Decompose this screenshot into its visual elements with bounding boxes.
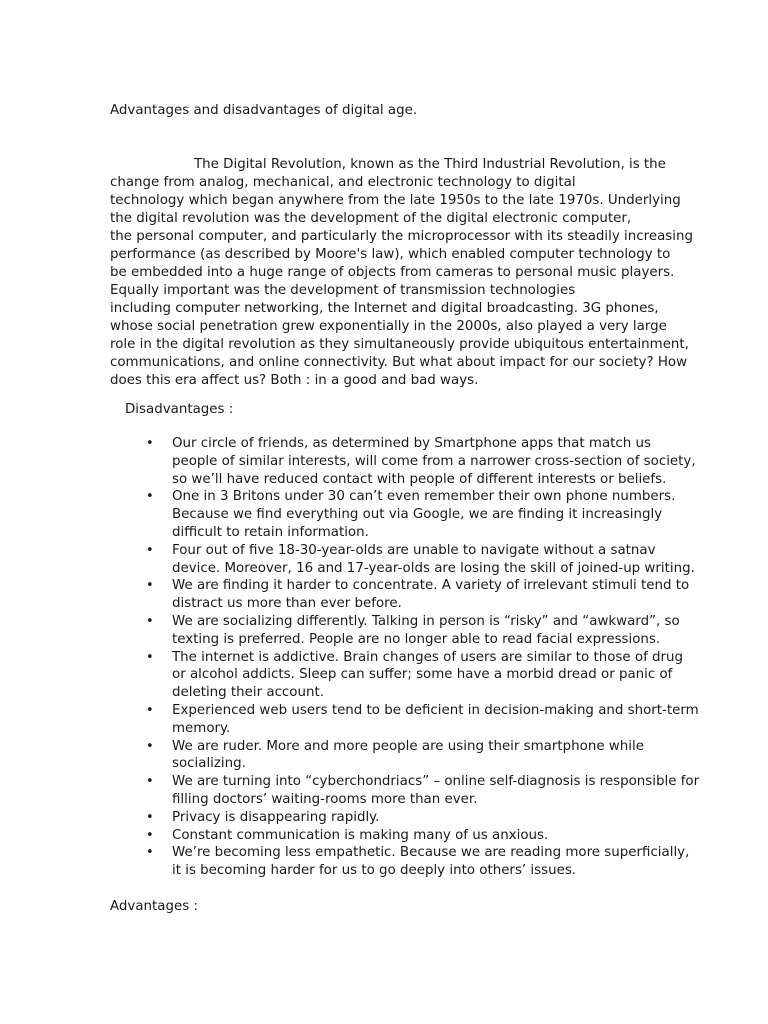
list-item-text: The internet is addictive. Brain changes of users are similar to those of drug [172, 649, 684, 665]
list-item-text: Experienced web users tend to be deficient in decision-making and short-term [172, 702, 699, 718]
intro-line: whose social penetration grew exponentially in the 2000s, also played a very large [110, 319, 667, 334]
bullet-icon: • [146, 578, 154, 594]
bullet-icon: • [146, 845, 154, 861]
intro-line: communications, and online connectivity. But what about impact for our society? How [110, 355, 688, 370]
intro-line: role in the digital revolution as they simultaneously provide ubiquitous entertainment, [110, 337, 689, 352]
intro-line: technology which began anywhere from the late 1950s to the late 1970s. Underlying [110, 193, 681, 208]
bullet-icon: • [146, 774, 154, 790]
bullet-icon: • [146, 436, 154, 451]
list-item [110, 738, 750, 774]
list-item-text: Because we find everything out via Google, we are finding it increasingly [172, 507, 663, 523]
list-item [110, 577, 750, 613]
list-item-text: memory. [172, 720, 231, 736]
intro-line: the personal computer, and particularly the microprocessor with its steadily increasing [110, 229, 693, 244]
list-item-text: One in 3 Britons under 30 can’t even remember their own phone numbers. [172, 489, 676, 505]
list-item-text: texting is preferred. People are no longer able to read facial expressions. [172, 631, 661, 647]
list-item [110, 809, 750, 827]
list-item [110, 702, 750, 738]
intro-line: does this era affect us? Both : in a good and bad ways. [110, 373, 479, 388]
list-item-text: filling doctors’ waiting-rooms more than ever. [172, 791, 478, 807]
list-item-text: so we’ll have reduced contact with people of different interests or beliefs. [172, 471, 667, 487]
list-item-text: We are ruder. More and more people are using their smartphone while [172, 738, 644, 754]
document-title: Advantages and disadvantages of digital age. [110, 103, 418, 118]
list-item-text: difficult to retain information. [172, 524, 369, 540]
intro-line: change from analog, mechanical, and electronic technology to digital [110, 175, 576, 190]
list-item-text: it is becoming harder for us to go deeply into others’ issues. [172, 863, 577, 879]
intro-line: The Digital Revolution, known as the Third Industrial Revolution, is the [194, 157, 666, 172]
intro-line: performance (as described by Moore's law), which enabled computer technology to [110, 247, 671, 262]
disadvantages-heading: Disadvantages : [125, 402, 234, 417]
intro-line: Equally important was the development of transmission technologies [110, 283, 576, 298]
intro-line: be embedded into a huge range of objects from cameras to personal music players. [110, 265, 675, 280]
list-item [110, 827, 750, 845]
bullet-icon: • [146, 827, 154, 843]
list-item [110, 844, 750, 880]
list-item [110, 773, 750, 809]
intro-paragraph [110, 156, 740, 390]
list-item-text: socializing. [172, 756, 246, 772]
bullet-icon: • [146, 613, 154, 629]
list-item-text: We’re becoming less empathetic. Because we are reading more superficially, [172, 845, 690, 861]
bullet-icon: • [146, 542, 154, 558]
list-item [110, 542, 750, 578]
list-item-text: distract us more than ever before. [172, 596, 402, 612]
list-item [110, 488, 750, 541]
list-item-text: device. Moreover, 16 and 17-year-olds are losing the skill of joined-up writing. [172, 560, 695, 576]
intro-line: including computer networking, the Internet and digital broadcasting. 3G phones, [110, 301, 659, 316]
list-item-text: We are finding it harder to concentrate. A variety of irrelevant stimuli tend to [172, 578, 690, 594]
list-item-text: Privacy is disappearing rapidly. [172, 809, 380, 825]
bullet-icon: • [146, 702, 154, 718]
bullet-icon: • [146, 649, 154, 665]
list-item-text: We are turning into “cyberchondriacs” – online self-diagnosis is responsible for [172, 774, 700, 790]
list-item-text: deleting their account. [172, 685, 324, 701]
bullet-icon: • [146, 738, 154, 754]
list-item [110, 649, 750, 702]
advantages-heading: Advantages : [110, 899, 198, 914]
list-item [110, 435, 750, 488]
list-item [110, 613, 750, 649]
bullet-icon: • [146, 809, 154, 825]
list-item-text: or alcohol addicts. Sleep can suffer; some have a morbid dread or panic of [172, 667, 673, 683]
list-item-text: Constant communication is making many of us anxious. [172, 827, 549, 843]
list-item-text: Our circle of friends, as determined by Smartphone apps that match us [172, 436, 651, 451]
list-item-text: people of similar interests, will come from a narrower cross-section of society, [172, 453, 696, 469]
list-item-text: Four out of five 18-30-year-olds are unable to navigate without a satnav [172, 542, 656, 558]
list-item-text: We are socializing differently. Talking in person is “risky” and “awkward”, so [172, 613, 680, 629]
bullet-icon: • [146, 489, 154, 505]
intro-line: the digital revolution was the development of the digital electronic computer, [110, 211, 632, 226]
disadvantages-list [110, 435, 750, 880]
